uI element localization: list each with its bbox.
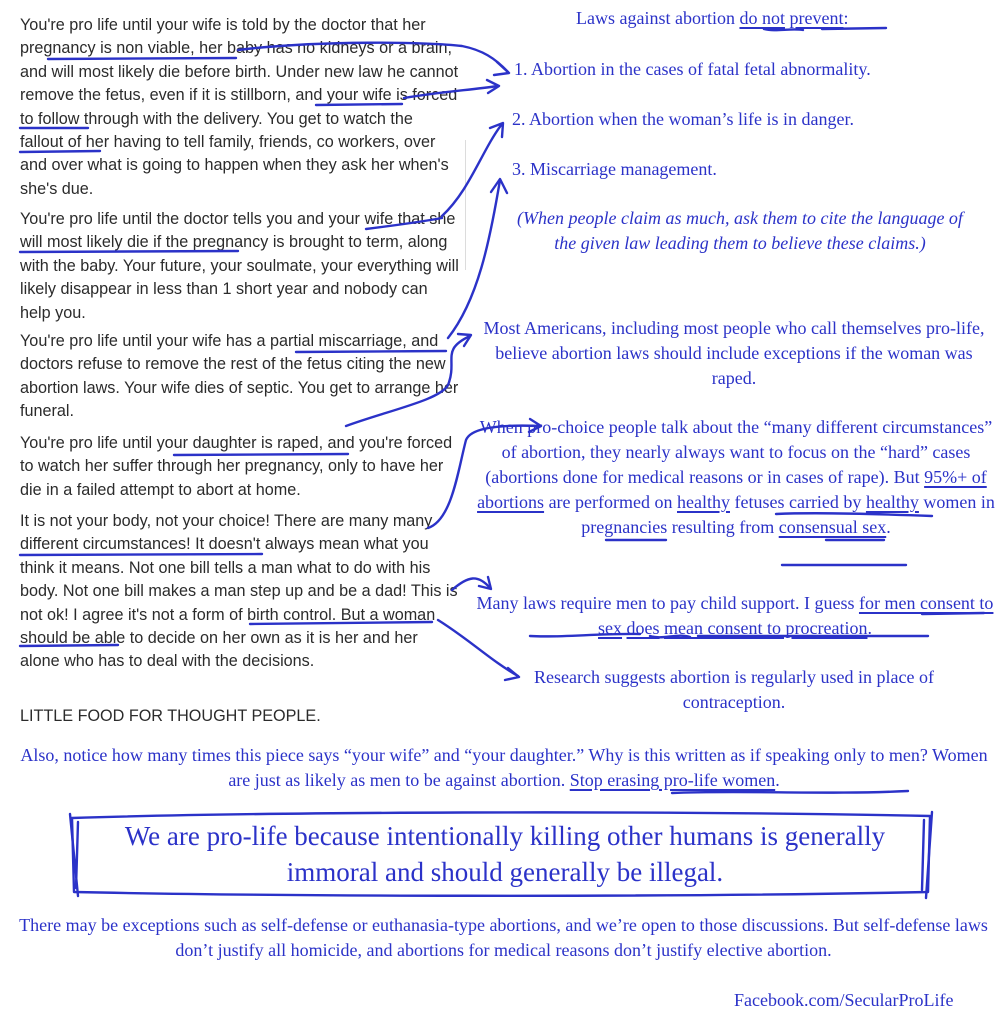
facebook-credit: Facebook.com/SecularProLife — [734, 990, 954, 1010]
post-paragraph-will-die: You're pro life until the doctor tells you and your wife that she will most likely die if the pregnancy is brought to term, along with the baby. Your future, your soulmate, your everything will likely disappear in less than 1 short year and nobody can help you. — [20, 210, 459, 322]
post-underline-miscarriage: partial miscarriage — [269, 332, 403, 350]
post-underline-will-die: your wife that she will most likely die — [20, 210, 456, 252]
laws-item-fetal-abnormality: 1. Abortion in the cases of fatal fetal abnormality. — [514, 59, 871, 79]
post-paragraph-miscarriage: You're pro life until your wife has a partial miscarriage, and doctors refuse to remove the rest of the fetus citing the new abortion laws. Your wife dies of septic. You get to arrange her funeral. — [20, 332, 459, 421]
post-paragraph-raped: You're pro life until your daughter is raped, and you're forced to watch her suffer through her pregnancy, only to have her die in a failed attempt to abort at home. — [20, 434, 453, 499]
arrow-head-miscarriage — [491, 179, 507, 193]
arrow-head-viable — [494, 62, 509, 75]
post-paragraph-viable: You're pro life until your wife is told by the doctor that her pregnancy is non viable, her baby has no kidneys or a brain, and will most likely die before birth. Under new law he cannot remove the fetus, even if it is stillborn, and your wife is forced to follow through with the delivery. You get to watch the fallout of her having to tell family, friends, co workers, over and over what is going to happen when they ask her when's she's due. — [20, 16, 459, 198]
post-closing-line: LITTLE FOOD FOR THOUGHT PEOPLE. — [20, 707, 321, 725]
laws-heading: Laws against abortion do not prevent: — [576, 8, 849, 28]
post-underline-birth-control: agree it's not a form of birth control — [82, 605, 332, 624]
post-paragraph-circumstances: It is not your body, not your choice! There are many many different circumstances! It doesn't always mean what you think it means. Not one bill tells a man what to do with his body. Not one bill makes a man step up and be a dad! This is not ok! I agree it's not a form of birth control. But a woman should be able to decide on her own as it is her and her alone who has to deal with the decisions. — [20, 512, 458, 671]
child-support-note: Many laws require men to pay child support. I guess for men consent to sex does mean consent to procreation. — [476, 593, 994, 638]
arrow-head-die — [490, 123, 503, 137]
post-underline-non-viable: pregnancy is non viable — [20, 39, 191, 58]
wife-daughter-note: Also, notice how many times this piece says “your wife” and “your daughter.” Why is this written as if speaking only to men? Women are just as likely as men to be against abortion. Stop erasing pro-life women. — [20, 745, 988, 790]
laws-item-life-in-danger: 2. Abortion when the woman’s life is in danger. — [512, 109, 854, 129]
boxed-statement: We are pro-life because intentionally killing other humans is generally immoral and should generally be illegal. — [124, 821, 886, 887]
arrow-head-stillborn — [487, 80, 499, 93]
post-scrollbar-divider — [465, 140, 466, 270]
post-underline-circumstances: many different circumstances — [20, 512, 433, 554]
contraception-note: Research suggests abortion is regularly used in place of contraception. — [534, 667, 934, 712]
exceptions-note: There may be exceptions such as self-defense or euthanasia-type abortions, and we’re open to those discussions. But self-defense laws don’t justify all homicide, and abortions for medical reasons don’t justify elective abortion. — [19, 915, 988, 960]
laws-item-miscarriage: 3. Miscarriage management. — [512, 159, 717, 179]
post-underline-raped: your daughter is raped — [156, 434, 319, 452]
rape-exception-note: Most Americans, including most people who call themselves pro-life, believe abortion laws should include exceptions if the woman was raped. — [483, 318, 985, 388]
post-underline-stillborn: even if it is stillborn — [149, 86, 287, 105]
arrow-head-child-support — [479, 577, 491, 589]
circumstances-note: When pro-choice people talk about the “many different circumstances” of abortion, they nearly always want to focus on the “hard” cases (abortions done for medical reasons or in cases of rape). But 95%+ of abortions are performed on healthy fetuses carried by healthy women in pregnancies resulting from consensual sex. — [477, 417, 995, 537]
cite-law-note: (When people claim as much, ask them to cite the language of the given law leading them to believe these claims.) — [517, 208, 963, 253]
